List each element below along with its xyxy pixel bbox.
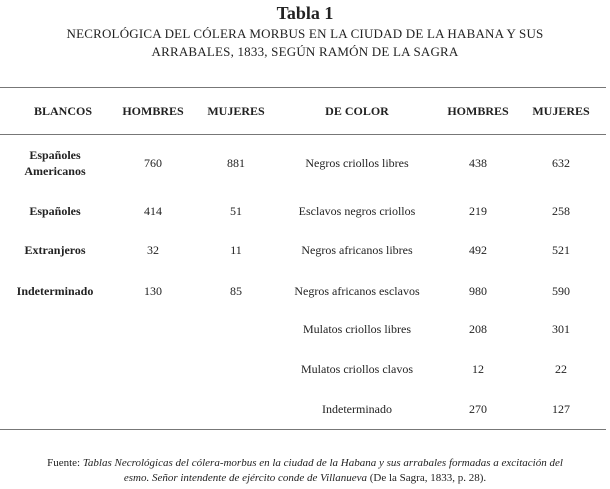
subtitle-line-1: NECROLÓGICA DEL CÓLERA MORBUS EN LA CIUDAD DE LA HABANA Y SUS — [66, 26, 544, 41]
right-row-label: Negros criollos libres — [305, 156, 409, 170]
source-prefix: Fuente: — [47, 457, 83, 469]
left-row-label-line1: Españoles — [29, 148, 81, 162]
right-row-mujeres: 632 — [552, 156, 570, 170]
header-hombres-left: HOMBRES — [122, 104, 184, 118]
source-title-line2: esmo. Señor intendente de ejército conde de Villanueva — [123, 472, 367, 484]
left-row-label-line1: Españoles — [29, 204, 81, 218]
right-row-hombres: 12 — [472, 362, 484, 376]
right-row-label: Indeterminado — [322, 402, 392, 416]
left-row-label-line1: Extranjeros — [24, 243, 86, 257]
right-row-label: Negros africanos esclavos — [294, 284, 420, 298]
header-mujeres-left: MUJERES — [207, 104, 265, 118]
source-note — [0, 456, 610, 486]
source-citation: (De la Sagra, 1833, p. 28). — [367, 472, 487, 484]
header-de-color: DE COLOR — [325, 104, 389, 118]
left-row-hombres: 760 — [144, 156, 162, 170]
left-row-mujeres: 85 — [230, 284, 242, 298]
right-row-hombres: 492 — [469, 243, 487, 257]
right-row-mujeres: 22 — [555, 362, 567, 376]
right-row-mujeres: 258 — [552, 204, 570, 218]
source-line-2 — [0, 471, 610, 486]
left-row-mujeres: 881 — [227, 156, 245, 170]
right-row-mujeres: 301 — [552, 322, 570, 336]
left-row-hombres: 130 — [144, 284, 162, 298]
right-row-label: Esclavos negros criollos — [298, 204, 416, 218]
table-title: Tabla 1 — [276, 3, 334, 23]
top-rule — [0, 87, 606, 88]
left-row-mujeres: 11 — [230, 243, 242, 257]
right-row-hombres: 438 — [469, 156, 487, 170]
table-subtitle — [20, 25, 590, 61]
subtitle-line-2: ARRABALES, 1833, SEGÚN RAMÓN DE LA SAGRA — [151, 44, 459, 59]
source-line-1 — [0, 456, 610, 471]
right-row-label: Negros africanos libres — [301, 243, 413, 257]
left-row-label-line1: Indeterminado — [16, 284, 94, 298]
right-row-mujeres: 521 — [552, 243, 570, 257]
left-row-hombres: 414 — [144, 204, 162, 218]
right-row-hombres: 270 — [469, 402, 487, 416]
left-row-mujeres: 51 — [230, 204, 242, 218]
right-row-mujeres: 127 — [552, 402, 570, 416]
header-rule — [0, 134, 606, 135]
bottom-rule — [0, 429, 606, 430]
header-blancos: BLANCOS — [33, 104, 93, 118]
right-row-mujeres: 590 — [552, 284, 570, 298]
header-hombres-right: HOMBRES — [447, 104, 509, 118]
right-row-label: Mulatos criollos libres — [303, 322, 411, 336]
right-row-label: Mulatos criollos clavos — [301, 362, 413, 376]
left-row-hombres: 32 — [147, 243, 159, 257]
left-row-label-line2: Americanos — [24, 164, 86, 178]
source-title-line1: Tablas Necrológicas del cólera-morbus en la ciudad de la Habana y sus arrabales formadas a excitación del — [82, 457, 563, 469]
header-mujeres-right: MUJERES — [532, 104, 590, 118]
right-row-hombres: 219 — [469, 204, 487, 218]
right-row-hombres: 980 — [469, 284, 487, 298]
right-row-hombres: 208 — [469, 322, 487, 336]
